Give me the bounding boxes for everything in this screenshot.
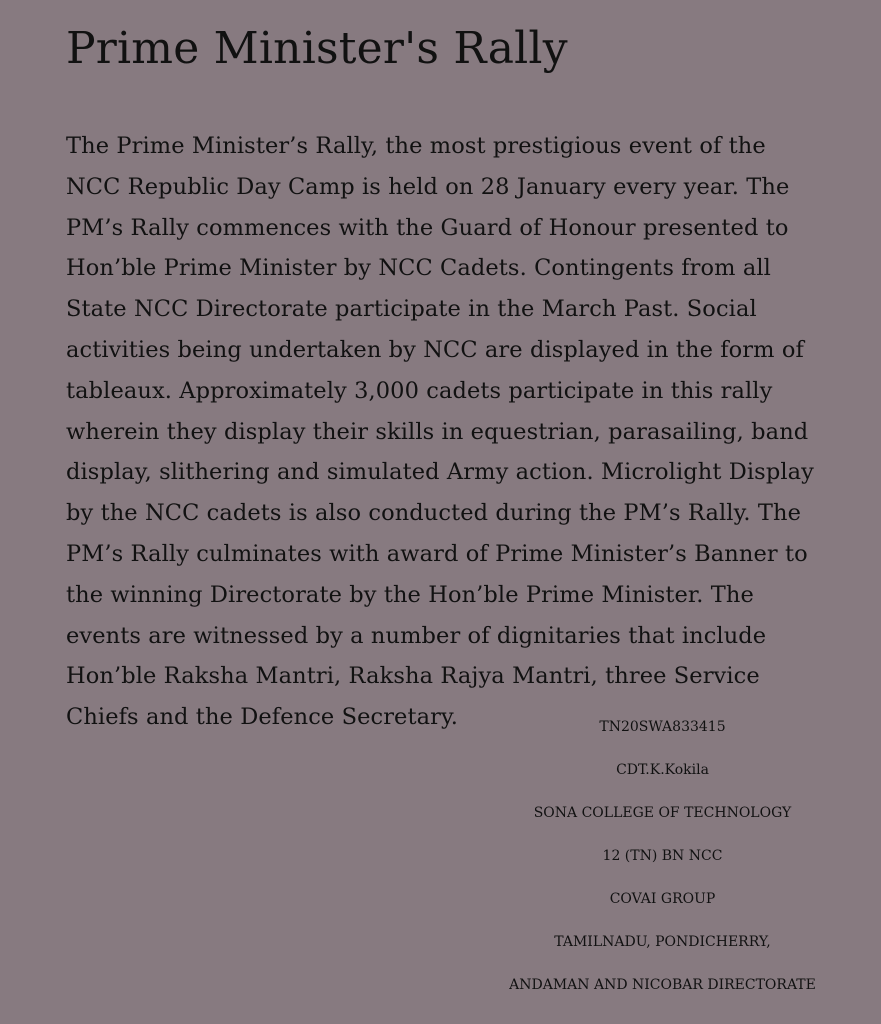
- directorate-line-1: TAMILNADU, PONDICHERRY,: [554, 934, 771, 950]
- directorate-line-2: ANDAMAN AND NICOBAR DIRECTORATE: [509, 977, 816, 993]
- group-name: COVAI GROUP: [609, 891, 716, 907]
- signature-block: [490, 712, 835, 1013]
- cadet-name: CDT.K.Kokila: [616, 762, 709, 778]
- regimental-number: TN20SWA833415: [599, 719, 726, 735]
- college-name: SONA COLLEGE OF TECHNOLOGY: [533, 805, 792, 821]
- page-title: Prime Minister's Rally: [66, 23, 568, 74]
- article-paragraph: The Prime Minister’s Rally, the most prestigious event of the NCC Republic Day Camp is held on 28 January every year. The PM’s Rally commences with the Guard of Honour presented to Hon’ble Prime Minister by NCC Cadets. Contingents from all State NCC Directorate participate in the March Past. Social activities being undertaken by NCC are displayed in the form of tableaux. Approximately 3,000 cadets participate in this rally wherein they display their skills in equestrian, parasailing, band display, slithering and simulated Army action. Microlight Display by the NCC cadets is also conducted during the PM’s Rally. The PM’s Rally culminates with award of Prime Minister’s Banner to the winning Directorate by the Hon’ble Prime Minister. The events are witnessed by a number of dignitaries that include Hon’ble Raksha Mantri, Raksha Rajya Mantri, three Service Chiefs and the Defence Secretary.: [66, 133, 814, 731]
- battalion-name: 12 (TN) BN NCC: [602, 848, 723, 864]
